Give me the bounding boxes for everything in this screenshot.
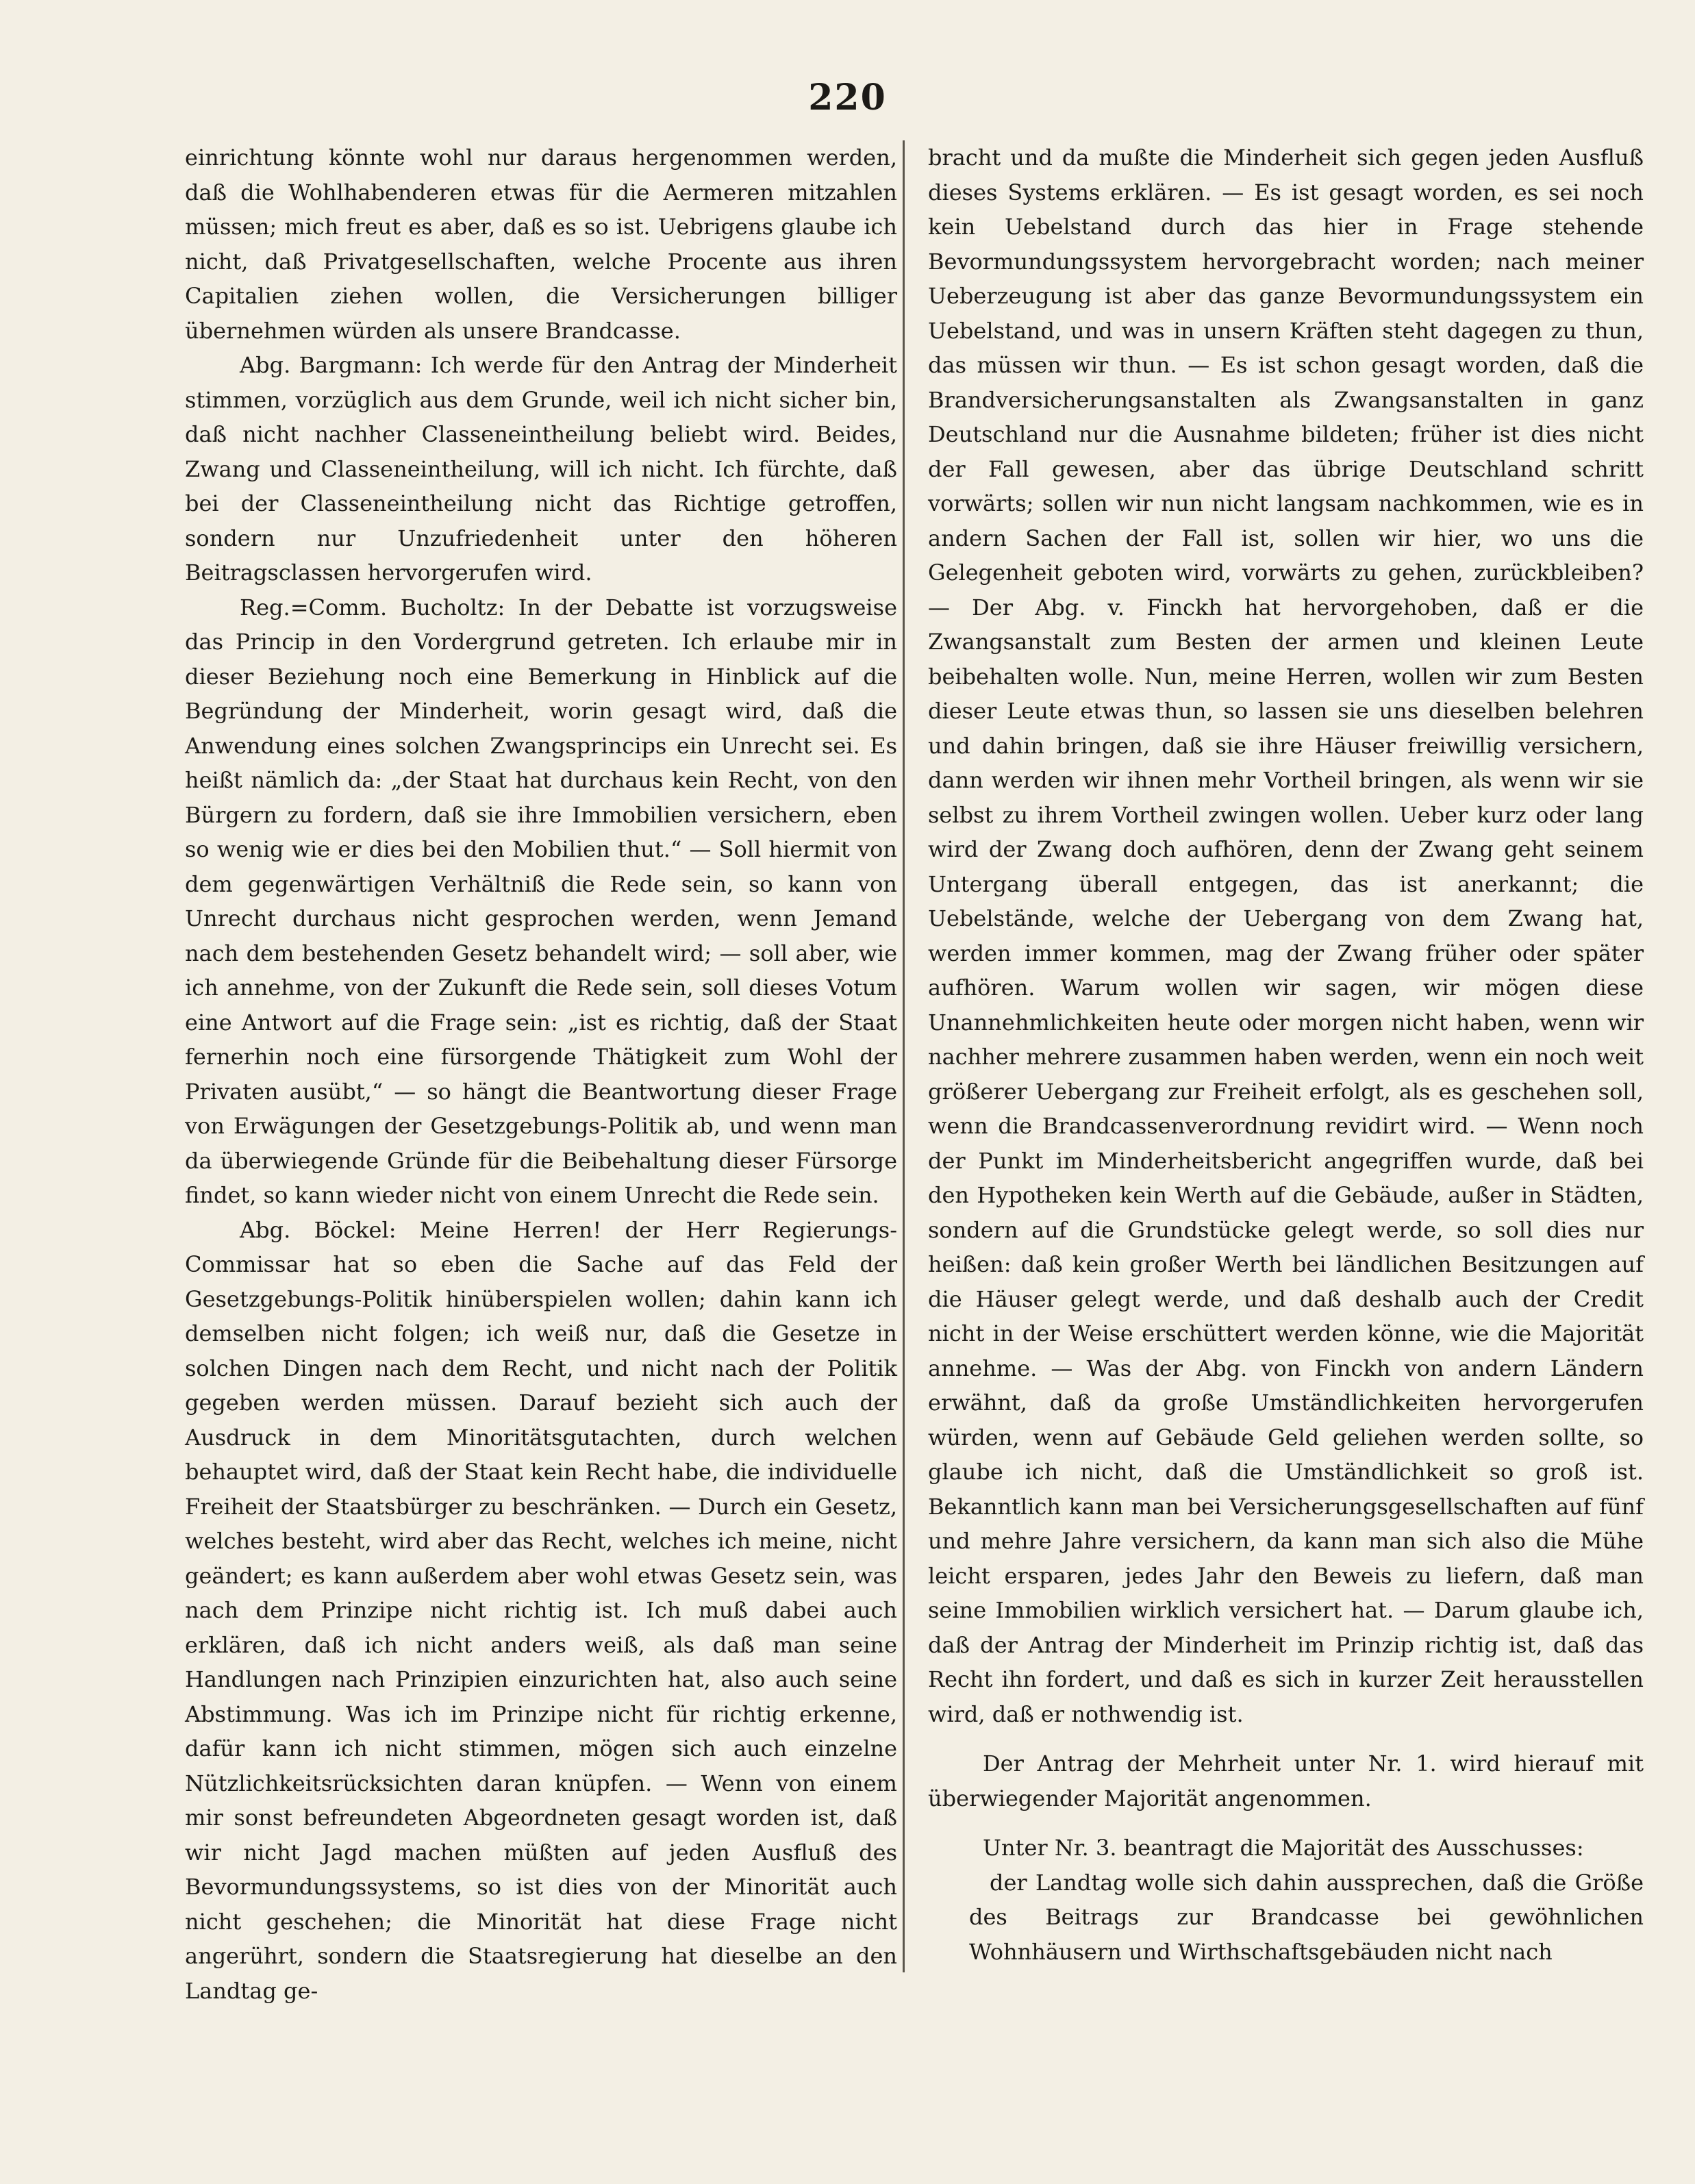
page-number: 220 [808, 77, 887, 118]
paragraph: bracht und da mußte die Minderheit sich gegen jeden Ausfluß dieses Systems erklären. — Es ist gesagt worden, es sei noch kein Uebelstand durch das hier in Frage stehende Bevormundungssystem hervorgebracht worden; nach meiner Ueberzeugung ist aber das ganze Bevormundungssystem ein Uebelstand, und was in unsern Kräften steht dagegen zu thun, das müssen wir thun. — Es ist schon gesagt worden, daß die Brandversicherungsanstalten als Zwangsanstalten in ganz Deutschland nur die Ausnahme bildeten; früher ist dies nicht der Fall gewesen, aber das übrige Deutschland schritt vorwärts; sollen wir nun nicht langsam nachkommen, wie es in andern Sachen der Fall ist, sollen wir hier, wo uns die Gelegenheit geboten wird, vorwärts zu gehen, zurückbleiben? — Der Abg. v. Finckh hat hervorgehoben, daß er die Zwangsanstalt zum Besten der armen und kleinen Leute beibehalten wolle. Nun, meine Herren, wollen wir zum Besten dieser Leute etwas thun, so lassen sie uns dieselben belehren und dahin bringen, daß sie ihre Häuser freiwillig versichern, dann werden wir ihnen mehr Vortheil bringen, als wenn wir sie selbst zu ihrem Vortheil zwingen wollen. Ueber kurz oder lang wird der Zwang doch aufhören, denn der Zwang geht seinem Untergang überall entgegen, das ist anerkannt; die Uebelstände, welche der Uebergang von dem Zwang hat, werden immer kommen, mag der Zwang früher oder später aufhören. Warum wollen wir sagen, wir mögen diese Unannehmlichkeiten heute oder morgen nicht haben, wenn wir nachher mehrere zusammen haben werden, wenn ein noch weit größerer Uebergang zur Freiheit erfolgt, als es geschehen soll, wenn die Brandcassenverordnung revidirt wird. — Wenn noch der Punkt im Minderheitsbericht angegriffen wurde, daß bei den Hypotheken kein Werth auf die Gebäude, außer in Städten, sondern auf die Grundstücke gelegt werde, so soll dies nur heißen: daß kein großer Werth bei ländlichen Besitzungen auf die Häuser gelegt werde, und daß deshalb auch der Credit nicht in der Weise erschüttert werden könne, wie die Majorität annehme. — Was der Abg. von Finckh von andern Ländern erwähnt, daß da große Umständlichkeiten hervorgerufen würden, wenn auf Gebäude Geld geliehen werden sollte, so glaube ich nicht, daß die Umständlichkeit so groß ist. Bekanntlich kann man bei Versicherungsgesellschaften auf fünf und mehre Jahre versichern, da kann man sich also die Mühe leicht ersparen, jedes Jahr den Beweis zu liefern, daß man seine Immobilien wirklich versichert hat. — Darum glaube ich, daß der Antrag der Minderheit im Prinzip richtig ist, daß das Recht ihn fordert, und daß es sich in kurzer Zeit herausstellen wird, daß er nothwendig ist. [928, 145, 1644, 1727]
paragraph: Abg. Bargmann: Ich werde für den Antrag der Minderheit stimmen, vorzüglich aus dem Grunde, weil ich nicht sicher bin, daß nicht nachher Classeneintheilung beliebt wird. Beides, Zwang und Classeneintheilung, will ich nicht. Ich fürchte, daß bei der Classeneintheilung nicht das Richtige getroffen, sondern nur Unzufriedenheit unter den höheren Beitragsclassen hervorgerufen wird. [185, 352, 897, 586]
right-column [928, 140, 1644, 1969]
paragraph: Der Antrag der Mehrheit unter Nr. 1. wird hierauf mit überwiegender Majorität angenommen. [928, 1750, 1644, 1811]
paragraph: Abg. Böckel: Meine Herren! der Herr Regierungs-Commissar hat so eben die Sache auf das Feld der Gesetzgebungs-Politik hinüberspielen wollen; dahin kann ich demselben nicht folgen; ich weiß nur, daß die Gesetze in solchen Dingen nach dem Recht, und nicht nach der Politik gegeben werden müssen. Darauf bezieht sich auch der Ausdruck in dem Minoritätsgutachten, durch welchen behauptet wird, daß der Staat kein Recht habe, die individuelle Freiheit der Staatsbürger zu beschränken. — Durch ein Gesetz, welches besteht, wird aber das Recht, welches ich meine, nicht geändert; es kann außerdem aber wohl etwas Gesetz sein, was nach dem Prinzipe nicht richtig ist. Ich muß dabei auch erklären, daß ich nicht anders weiß, als daß man seine Handlungen nach Prinzipien einzurichten hat, also auch seine Abstimmung. Was ich im Prinzipe nicht für richtig erkenne, dafür kann ich nicht stimmen, mögen sich auch einzelne Nützlichkeitsrücksichten daran knüpfen. — Wenn von einem mir sonst befreundeten Abgeordneten gesagt worden ist, daß wir nicht Jagd machen müßten auf jeden Ausfluß des Bevormundungssystems, so ist dies von der Minorität auch nicht geschehen; die Minorität hat diese Frage nicht angerührt, sondern die Staatsregierung hat dieselbe an den Landtag ge- [185, 1216, 897, 2004]
left-column [185, 140, 897, 2008]
paragraph: einrichtung könnte wohl nur daraus hergenommen werden, daß die Wohlhabenderen etwas für die Aermeren mitzahlen müssen; mich freut es aber, daß es so ist. Uebrigens glaube ich nicht, daß Privatgesellschaften, welche Procente aus ihren Capitalien ziehen wollen, die Versicherungen billiger übernehmen würden als unsere Brandcasse. [185, 145, 897, 344]
paragraph: Reg.=Comm. Bucholtz: In der Debatte ist vorzugsweise das Princip in den Vordergrund getreten. Ich erlaube mir in dieser Beziehung noch eine Bemerkung in Hinblick auf die Begründung der Minderheit, worin gesagt wird, daß die Anwendung eines solchen Zwangsprincips ein Unrecht sei. Es heißt nämlich da: „der Staat hat durchaus kein Recht, von den Bürgern zu fordern, daß sie ihre Immobilien versichern, eben so wenig wie er dies bei den Mobilien thut.“ — Soll hiermit von dem gegenwärtigen Verhältniß die Rede sein, so kann von Unrecht durchaus nicht gesprochen werden, wenn Jemand nach dem bestehenden Gesetz behandelt wird; — soll aber, wie ich annehme, von der Zukunft die Rede sein, soll dieses Votum eine Antwort auf die Frage sein: „ist es richtig, daß der Staat fernerhin noch eine fürsorgende Thätigkeit zum Wohl der Privaten ausübt,“ — so hängt die Beantwortung dieser Frage von Erwägungen der Gesetzgebungs-Politik ab, und wenn man da überwiegende Gründe für die Beibehaltung dieser Fürsorge findet, so kann wieder nicht von einem Unrecht die Rede sein. [185, 594, 897, 1208]
column-divider [903, 140, 905, 1972]
paragraph: Unter Nr. 3. beantragt die Majorität des Ausschusses: [983, 1835, 1584, 1861]
quoted-motion: der Landtag wolle sich dahin aussprechen, daß die Größe des Beitrags zur Brandcasse bei gewöhnlichen Wohnhäusern und Wirthschaftsgebäuden nicht nach [969, 1869, 1644, 1965]
